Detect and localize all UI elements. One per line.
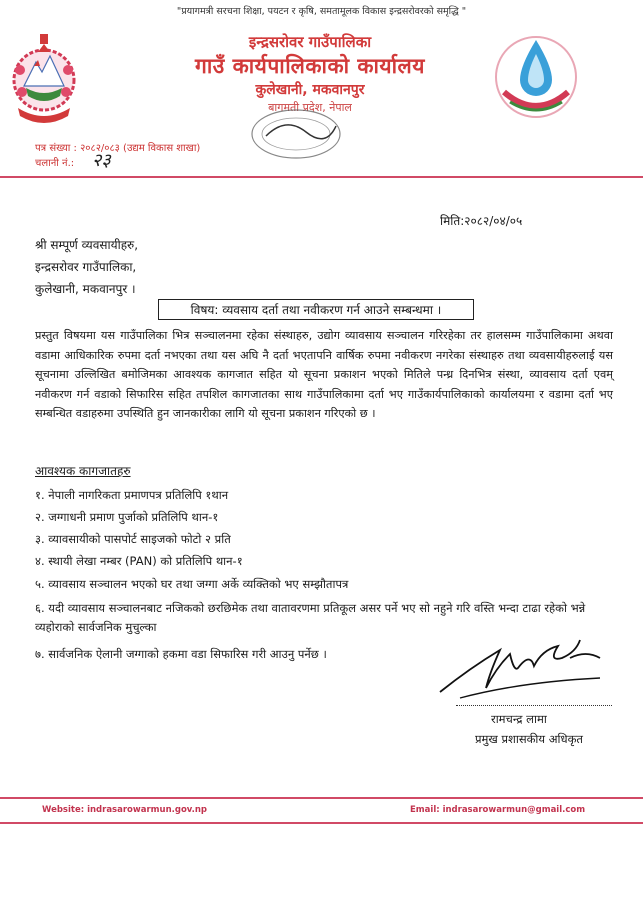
header-divider <box>0 176 643 178</box>
requirement-item: ५. व्यावसाय सञ्चालन भएको घर तथा जग्गा अर्के व्यक्तिको भए सम्झौतापत्र <box>35 577 349 591</box>
requirement-item: २. जग्गाधनी प्रमाण पुर्जाको प्रतिलिपि थान-१ <box>35 510 219 524</box>
requirements-heading: आवश्यक कागजातहरु <box>35 464 131 478</box>
office-name: गाउँ कार्यपालिकाको कार्यालय <box>195 54 425 78</box>
signature-line <box>456 705 612 706</box>
letter-subject: विषय: व्यवसाय दर्ता तथा नवीकरण गर्न आउने सम्बन्धमा । <box>158 299 474 320</box>
office-location: कुलेखानी, मकवानपुर <box>255 82 365 98</box>
signatory-name: रामचन्द्र लामा <box>491 712 547 726</box>
municipality-logo-icon <box>490 32 582 122</box>
requirement-item: ४. स्थायी लेखा नम्बर (PAN) को प्रतिलिपि थान-१ <box>35 554 243 568</box>
requirement-item: ६. यदी व्यावसाय सञ्चालनबाट नजिकको छरछिमेक तथा वातावरणमा प्रतिकूल असर पर्ने भए सो नहुने गरि वस्ति भन्दा टाढा रहेको भन्ने व्यहोराको सार्वजनिक मुचुल्का <box>35 601 586 634</box>
dispatch-number-label: चलानी नं.: <box>35 158 75 169</box>
requirement-item: ७. सार्वजनिक ऐलानी जग्गाको हकमा वडा सिफारिस गरी आउनु पर्नेछ । <box>35 647 327 661</box>
letter-body: प्रस्तुत विषयमा यस गाउँपालिका भित्र सञ्चालनमा रहेका संस्थाहरु, उद्योग व्यावसाय सञ्चालन गरिरहेका तर हालसम्म गाउँपालिकामा अथवा वडामा आधिकारिक रुपमा दर्ता नभएका तथा यस अघि नै दर्ता भएतापनि वार्षिक रुपमा नवीकरण नगरेका संस्थाहरु तथा व्यवसायीहरुलाई यस सूचनामा उल्लिखित बमोजिमका आवश्यक कागजात सहित यो सूचना प्रकाशन भएको मितिले पन्ध्र दिनभित्र संस्था, व्यावसाय दर्ता एवम् नवीकरण गर्न वडाको सिफारिस सहित तपशिल कागजातका साथ गाउँपालिकामा दर्ता भए गाउँकार्यपालिकाको कार्यालयमा र वडामा दर्ता भए सम्बन्धित वडाहरुमा उपस्थिति हुन जानकारीका लागि यो सूचना प्रकाशन गरिएको छ । <box>35 329 613 421</box>
addressee-line-2: इन्द्रसरोवर गाउँपालिका, <box>35 260 137 274</box>
nepal-emblem-icon <box>10 26 78 134</box>
motto-text: "प्रयागमत्री सरचना शिक्षा, पयटन र कृषि, समतामूलक विकास इन्द्रसरोवरको समृद्धि " <box>176 6 467 17</box>
province-name: बागमती प्रदेश, नेपाल <box>268 101 352 114</box>
footer-website: Website: indrasarowarmun.gov.np <box>42 805 207 815</box>
requirement-item: १. नेपाली नागरिकता प्रमाणपत्र प्रतिलिपि १थान <box>35 488 229 502</box>
footer-top-rule <box>0 797 643 799</box>
footer-email: Email: indrasarowarmun@gmail.com <box>410 805 586 815</box>
signatory-title: प्रमुख प्रशासकीय अधिकृत <box>475 732 583 746</box>
footer-bottom-rule <box>0 822 643 824</box>
addressee-line-1: श्री सम्पूर्ण व्यवसायीहरु, <box>35 238 139 252</box>
requirement-item: ३. व्यावसायीको पासपोर्ट साइजको फोटो २ प्रति <box>35 532 231 546</box>
addressee-line-3: कुलेखानी, मकवानपुर । <box>35 282 136 296</box>
municipality-name: इन्द्रसरोवर गाउँपालिका <box>248 33 372 51</box>
signature-icon <box>430 628 610 708</box>
letter-reference-number: पत्र संख्या : २०८२/०८३ (उद्यम विकास शाखा) <box>35 143 201 154</box>
dispatch-number-value: २३ <box>92 150 111 171</box>
letter-date: मिति:२०८२/०४/०५ <box>440 214 523 228</box>
office-stamp-icon <box>246 106 346 162</box>
